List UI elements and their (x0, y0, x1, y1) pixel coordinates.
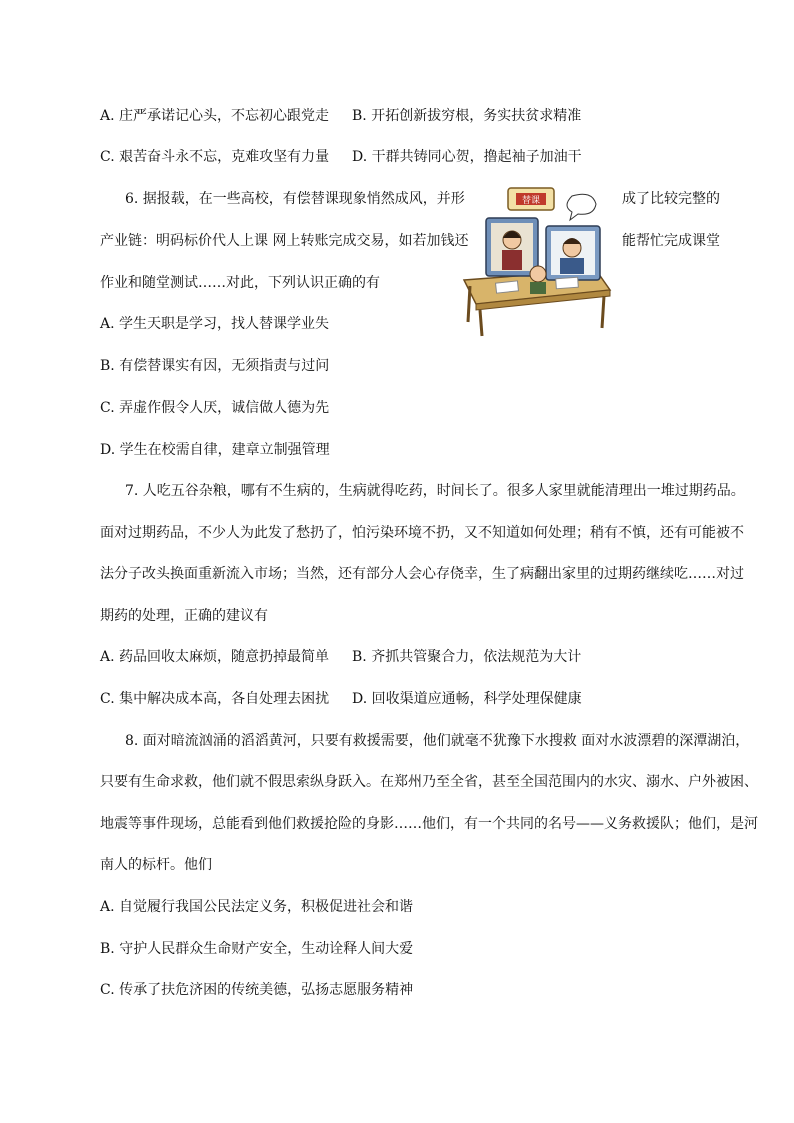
q8-stem-line-3: 地震等事件现场，总能看到他们救援抢险的身影……他们，有一个共同的名号——义务救援队；他们，是河 (100, 816, 758, 832)
q5-option-d[interactable]: D. 干群共铸同心贺，撸起袖子加油干 (352, 149, 582, 165)
q7-stem-line-2: 面对过期药品，不少人为此发了愁扔了，怕污染环境不扔，又不知道如何处理；稍有不慎，还有可能被不 (100, 525, 744, 541)
q6-stem-line-2-right: 能帮忙完成课堂 (622, 233, 720, 249)
q8-stem-line-4: 南人的标杆。他们 (100, 857, 212, 873)
q6-option-c[interactable]: C. 弄虚作假令人厌，诚信做人德为先 (100, 400, 330, 416)
q5-option-c[interactable]: C. 艰苦奋斗永不忘，克难攻坚有力量 (100, 149, 330, 165)
q7-stem-line-3: 法分子改头换面重新流入市场；当然，还有部分人会心存侥幸，生了病翻出家里的过期药继续吃……对过 (100, 566, 744, 582)
q6-option-d[interactable]: D. 学生在校需自律，建章立制强管理 (100, 442, 330, 458)
q7-stem-line-4: 期药的处理，正确的建议有 (100, 608, 268, 624)
q5-options-row-2 (100, 147, 582, 167)
q7-option-d[interactable]: D. 回收渠道应通畅，科学处理保健康 (352, 691, 582, 707)
q6-stem-line-2: 产业链：明码标价代人上课 网上转账完成交易，如若加钱还 (100, 233, 469, 249)
q6-option-a[interactable]: A. 学生天职是学习，找人替课学业失 (100, 316, 330, 332)
q8-option-b[interactable]: B. 守护人民群众生命财产安全，生动诠释人间大爱 (100, 941, 414, 957)
q6-stem-line-1-right: 成了比较完整的 (622, 191, 720, 207)
q6-stem-line-1: 6. 据报载，在一些高校，有偿替课现象悄然成风，并形 (125, 191, 465, 207)
q7-option-a[interactable]: A. 药品回收太麻烦，随意扔掉最简单 (100, 649, 330, 665)
q7-options-row-1 (100, 647, 582, 667)
q7-stem-line-1: 7. 人吃五谷杂粮，哪有不生病的，生病就得吃药，时间长了。很多人家里就能清理出一堆过期药品。 (125, 483, 745, 499)
q5-option-b[interactable]: B. 开拓创新拔穷根，务实扶贫求精准 (352, 108, 582, 124)
q6-illustration (446, 182, 616, 338)
q7-option-c[interactable]: C. 集中解决成本高，各自处理去困扰 (100, 691, 330, 707)
q8-option-c[interactable]: C. 传承了扶危济困的传统美德，弘扬志愿服务精神 (100, 982, 414, 998)
q5-options-row-1 (100, 106, 582, 126)
q8-option-a[interactable]: A. 自觉履行我国公民法定义务，积极促进社会和谐 (100, 899, 414, 915)
q8-stem-line-2: 只要有生命求救，他们就不假思索纵身跃入。在郑州乃至全省，甚至全国范围内的水灾、溺水、户外被困、 (100, 774, 758, 790)
q6-option-b[interactable]: B. 有偿替课实有因，无须指责与过问 (100, 358, 330, 374)
q7-options-row-2 (100, 689, 582, 709)
q7-option-b[interactable]: B. 齐抓共管聚合力，依法规范为大计 (352, 649, 582, 665)
illustration-sign-text: 替课 (521, 196, 541, 206)
q6-stem-line-3: 作业和随堂测试……对此，下列认识正确的有 (100, 275, 380, 291)
q5-option-a[interactable]: A. 庄严承诺记心头，不忘初心跟党走 (100, 108, 330, 124)
class-substitution-cartoon (446, 182, 616, 338)
q8-stem-line-1: 8. 面对暗流汹涌的滔滔黄河，只要有救援需要，他们就毫不犹豫下水搜救 面对水波漂碧的深潭湖泊， (125, 733, 750, 749)
